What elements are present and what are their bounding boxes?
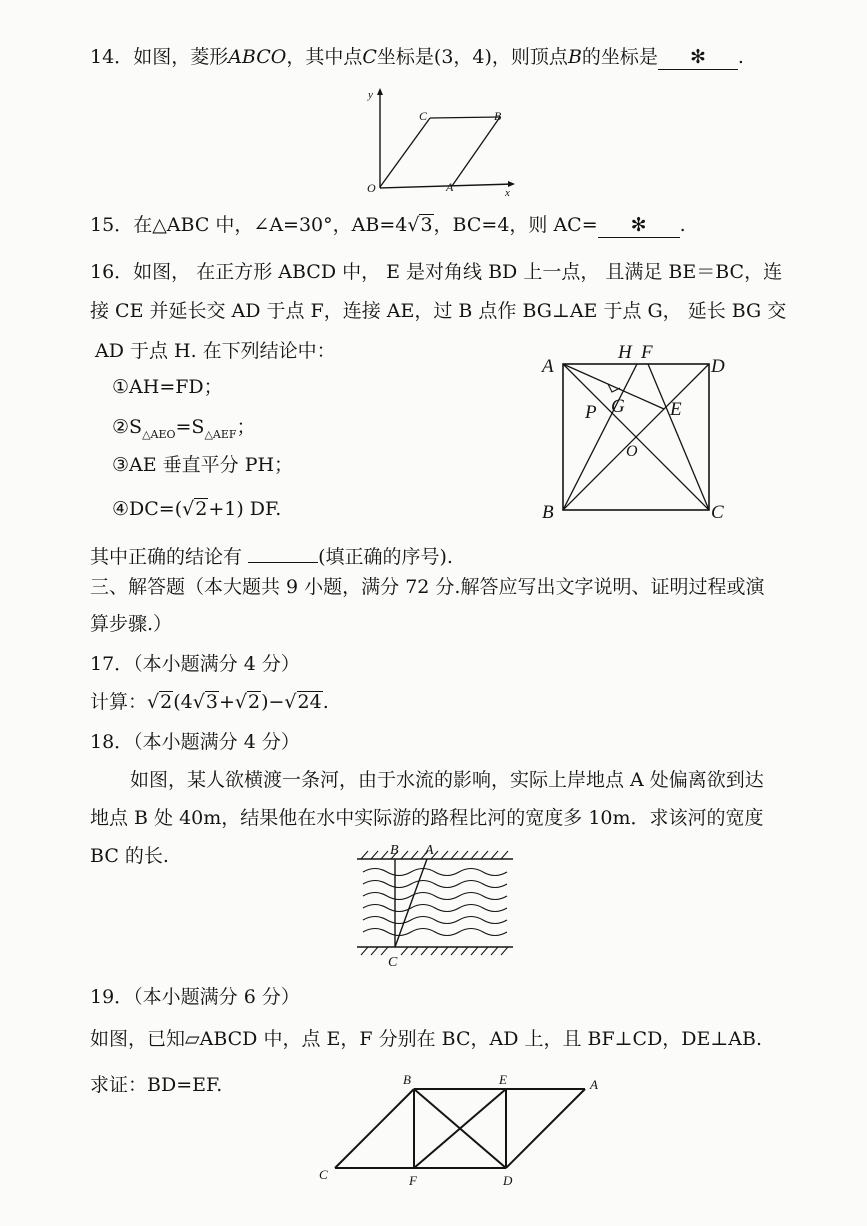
q19-line1: 如图，已知▱ABCD 中，点 E，F 分别在 BC，AD 上，且 BF⊥CD，DE⊥AB. bbox=[90, 1028, 762, 1050]
q16-line3: AD 于点 H. 在下列结论中： bbox=[95, 340, 336, 362]
q16-line2: 接 CE 并延长交 AD 于点 F，连接 AE，过 B 点作 BG⊥AE 于点 G， 延长 BG 交 bbox=[90, 300, 787, 322]
q16-h-label: H bbox=[618, 342, 632, 363]
q16-a-label: A bbox=[542, 356, 554, 377]
q18-b-label: B bbox=[390, 843, 399, 858]
q15-answer-blank: ✻ bbox=[598, 213, 680, 238]
q14-answer-blank: ✻ bbox=[658, 45, 738, 70]
q14-b-label: B bbox=[494, 109, 502, 123]
q19-header: 19．（本小题满分 6 分） bbox=[90, 986, 300, 1008]
q16-o-label: O bbox=[626, 443, 638, 460]
q19-parallelogram-figure bbox=[315, 1072, 605, 1192]
section3-line2: 算步骤.） bbox=[90, 613, 173, 635]
q17-header: 17．（本小题满分 4 分） bbox=[90, 653, 300, 675]
q16-line1: 16．如图， 在正方形 ABCD 中， E 是对角线 BD 上一点， 且满足 BE＝BC，连 bbox=[90, 261, 783, 283]
q18-a-label: A bbox=[425, 843, 434, 858]
q14-o-label: O bbox=[367, 181, 376, 195]
q19-prove: 求证：BD=EF. bbox=[90, 1074, 223, 1096]
q16-p-label: P bbox=[585, 402, 597, 423]
q18-c-label: C bbox=[388, 955, 398, 970]
q16-g-label: G bbox=[611, 396, 625, 417]
q19-d-label: D bbox=[503, 1173, 513, 1188]
q18-line1: 如图，某人欲横渡一条河，由于水流的影响，实际上岸地点 A 处偏离欲到达 bbox=[130, 769, 764, 791]
q14-c-label: C bbox=[419, 109, 428, 123]
q14-a-label: A bbox=[446, 180, 454, 194]
q18-header: 18．（本小题满分 4 分） bbox=[90, 731, 300, 753]
q16-choice-3: ③AE 垂直平分 PH； bbox=[112, 454, 294, 476]
q16-b-label: B bbox=[542, 502, 554, 523]
q16-conclusion: 其中正确的结论有 (填正确的序号). bbox=[90, 546, 453, 568]
q19-e-label: E bbox=[499, 1072, 507, 1087]
q16-c-label: C bbox=[711, 502, 724, 523]
q18-line2: 地点 B 处 40m，结果他在水中实际游的路程比河的宽度多 10m．求该河的宽度 bbox=[90, 807, 764, 829]
q18-river-figure bbox=[355, 842, 515, 970]
q16-choice-2: $②S_{\triangle AEO}=S_{\triangle AEF}$； bbox=[112, 416, 256, 441]
q19-c-label: C bbox=[319, 1167, 328, 1182]
q14-text: 14．如图，菱形ABCO，其中点C坐标是(3，4)，则顶点B的坐标是 ✻ . bbox=[90, 46, 744, 68]
q19-f-label: F bbox=[409, 1173, 417, 1188]
section3-line1: 三、解答题（本大题共 9 小题，满分 72 分.解答应写出文字说明、证明过程或演 bbox=[90, 576, 765, 598]
q17-expression: 计算：√2(4√3+√2)−√24. bbox=[90, 691, 329, 713]
q16-square-figure bbox=[538, 342, 728, 523]
q19-b-label: B bbox=[403, 1072, 411, 1087]
q14-rhombus-figure bbox=[355, 88, 510, 203]
q16-d-label: D bbox=[711, 356, 725, 377]
q16-answer-blank bbox=[248, 562, 318, 563]
q16-f-label: F bbox=[641, 342, 653, 363]
q16-e-label: E bbox=[670, 399, 682, 420]
q16-choice-1: ①AH=FD； bbox=[112, 376, 223, 398]
q14-x-label: x bbox=[505, 187, 510, 199]
q16-choice-4: ④DC=(√2+1) DF. bbox=[112, 498, 282, 520]
q18-line3: BC 的长. bbox=[90, 845, 169, 867]
q15-text: 15．在△ABC 中，∠A=30°，AB=4√3，BC=4，则 AC= ✻ . bbox=[90, 214, 686, 236]
q14-y-label: y bbox=[368, 89, 373, 101]
q19-a-label: A bbox=[590, 1077, 598, 1092]
